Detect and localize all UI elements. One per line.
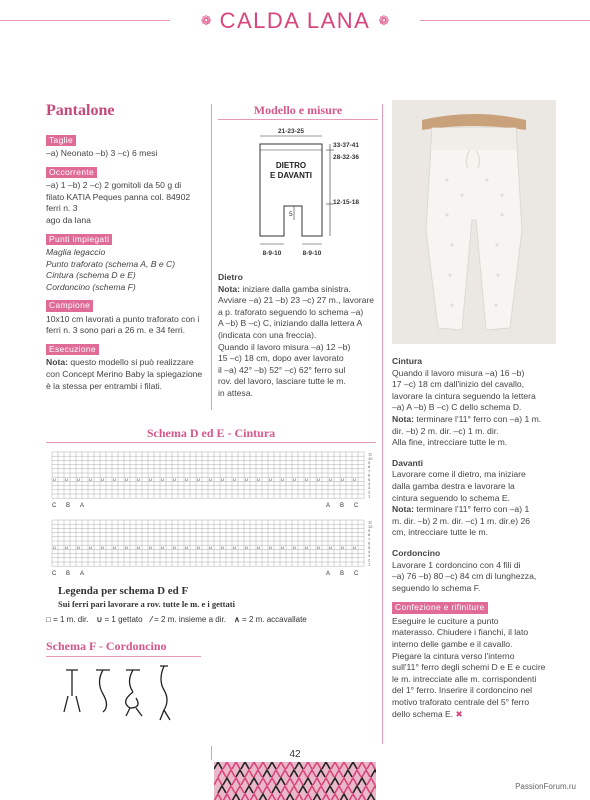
davanti-line: cintura seguendo lo schema E. xyxy=(392,492,510,503)
column-letter: C xyxy=(354,503,359,510)
yarn-over-mark: U xyxy=(293,544,296,550)
schema-d-grid xyxy=(46,446,382,518)
yarn-over-mark: U xyxy=(209,476,212,482)
shape-label-1: DIETRO xyxy=(275,161,307,170)
row-number: 10 xyxy=(368,455,373,461)
yarn-over-mark: U xyxy=(149,544,152,550)
yarn-over-mark: U xyxy=(233,476,236,482)
legend-items xyxy=(46,615,376,626)
row-number: 11 xyxy=(368,451,373,457)
yarn-over-mark: U xyxy=(53,544,56,550)
row-number: 9 xyxy=(368,460,371,465)
yarn-over-mark: U xyxy=(317,544,320,550)
column-letter: A xyxy=(80,571,85,578)
row-number: 7 xyxy=(368,536,371,542)
yarn-over-mark: U xyxy=(65,544,68,550)
cintura-line: Alla fine, intrecciare tutte le m. xyxy=(392,437,508,448)
taglie-text: –a) Neonato –b) 3 –c) 6 mesi xyxy=(46,148,158,159)
cintura-line: 17 –c) 18 cm dall'inizio del cavallo, xyxy=(392,379,525,390)
cintura-line: Quando il lavoro misura –a) 16 –b) xyxy=(392,367,525,378)
yarn-over-mark: U xyxy=(329,544,332,550)
legend-item: ⁄ = 2 m. insieme a dir. xyxy=(150,615,226,624)
nota-label: Nota: xyxy=(392,413,414,424)
cordoncino-line: Lavorare 1 cordoncino con 4 fili di xyxy=(392,559,521,570)
modello-heading: Modello e misure xyxy=(253,103,343,117)
confezione-line: le m. intrecciate alle m. corrispondenti xyxy=(392,673,537,684)
pants-outline xyxy=(260,144,322,236)
knit-symbol-icon: □ xyxy=(46,615,51,624)
legend-title: Legenda per schema D ed F xyxy=(58,585,189,597)
dim-r1: 33-37-41 xyxy=(333,142,360,149)
yarn-over-mark: U xyxy=(269,544,272,550)
garment-photo xyxy=(392,100,556,344)
confezione-line: motivo traforato centrale del 5° ferro xyxy=(392,696,530,707)
esecuzione-line: con Concept Merino Baby la spiegazione xyxy=(46,369,203,380)
confezione-line: materasso. Chiudere i fianchi, il lato xyxy=(392,627,529,638)
yarn-over-mark: U xyxy=(53,476,56,482)
yarn-over-mark: U xyxy=(185,476,188,482)
header-rule-left xyxy=(0,20,180,21)
davanti-line: Lavorare come il dietro, ma iniziare xyxy=(392,469,526,480)
dietro-line: in attesa. xyxy=(218,387,253,398)
schema-e-grid xyxy=(46,518,382,584)
dietro-line: A –b) B –c) C, iniziando dalla lettera A xyxy=(218,318,363,329)
header-rule-right xyxy=(410,20,590,21)
yarn-over-mark: U xyxy=(221,544,224,550)
row-number: 1 xyxy=(368,493,371,499)
row-number: 5 xyxy=(368,476,371,482)
dim-r2: 28-32-36 xyxy=(333,154,360,161)
column-divider xyxy=(211,104,212,410)
yarn-over-mark: U xyxy=(65,476,68,482)
dim-leg: 5 xyxy=(289,211,293,218)
cordoncino-line: –a) 76 –b) 80 –c) 84 cm di lunghezza, xyxy=(392,571,537,582)
davanti-nota xyxy=(392,504,552,516)
row-number: 3 xyxy=(368,553,371,559)
esecuzione-text: questo modello si può realizzare xyxy=(67,357,194,368)
campione-line: 10x10 cm lavorati a punto traforato con i xyxy=(46,313,200,324)
cord-diagram xyxy=(60,662,180,724)
yarn-over-mark: U xyxy=(149,476,152,482)
dietro-line xyxy=(218,284,378,296)
dietro-line: 15 –c) 18 cm, dopo aver lavorato xyxy=(218,353,344,364)
pants-schematic xyxy=(222,124,382,262)
yarn-over-mark: U xyxy=(113,476,116,482)
watermark: PassionForum.ru xyxy=(515,782,576,791)
row-number: 8 xyxy=(368,532,371,538)
row-number: 1 xyxy=(368,561,371,567)
flower-icon: ❁ xyxy=(200,13,212,29)
section-label-campione: Campione xyxy=(46,300,93,311)
row-number: 6 xyxy=(368,540,371,546)
occorrente-line: ferri n. 3 xyxy=(46,203,78,214)
legend-item: ∪ = 1 gettato xyxy=(96,615,143,624)
column-letter: A xyxy=(326,571,331,578)
yarn-over-mark: U xyxy=(89,476,92,482)
pattern-title: Pantalone xyxy=(46,102,115,119)
yarn-over-mark: U xyxy=(197,476,200,482)
end-mark-icon: ✖ xyxy=(455,708,463,719)
davanti-title: Davanti xyxy=(392,457,424,468)
instructions-column xyxy=(392,356,552,720)
row-number: 2 xyxy=(368,557,371,563)
row-number: 3 xyxy=(368,485,371,491)
esecuzione-line xyxy=(46,357,206,369)
yarn-over-mark: U xyxy=(293,476,296,482)
dietro-section xyxy=(218,272,378,400)
column-letter: B xyxy=(340,571,345,578)
nota-label: Nota: xyxy=(218,283,240,294)
heading-rule xyxy=(46,656,201,657)
cordoncino-line: seguendo lo schema F. xyxy=(392,582,481,593)
dietro-title: Dietro xyxy=(218,272,243,282)
davanti-line: m. dir. –b) 2 m. dir. –c) 1 m. dir.e) 26 xyxy=(392,515,531,526)
occorrente-line: –a) 1 –b) 2 –c) 2 gomitoli da 50 g di xyxy=(46,180,182,191)
cintura-line: dir. –b) 2 m. dir. –c) 1 m. dir. xyxy=(392,425,499,436)
cintura-nota-text: terminare l'11° ferro con –a) 1 m. xyxy=(413,413,542,424)
legend-block xyxy=(58,584,378,610)
column-letter: B xyxy=(66,503,71,510)
row-number: 7 xyxy=(368,468,371,474)
dietro-line: a p. traforato seguendo lo schema –a) xyxy=(218,306,364,317)
yarn-over-mark: U xyxy=(185,544,188,550)
ssk-icon: ∧ xyxy=(233,615,240,624)
yarn-over-mark: U xyxy=(161,544,164,550)
heading-rule xyxy=(46,442,376,443)
yarn-over-mark: U xyxy=(173,476,176,482)
dim-bottom-left: 8-9-10 xyxy=(262,250,282,257)
cintura-title: Cintura xyxy=(392,356,423,366)
occorrente-line: ago da lana xyxy=(46,214,91,225)
schema-f-heading: Schema F - Cordoncino xyxy=(46,639,167,653)
column-letter: B xyxy=(66,571,71,578)
dim-bottom-right: 8-9-10 xyxy=(302,250,322,257)
flower-icon: ❁ xyxy=(378,13,390,29)
confezione-line: Piegare la cintura verso l'interno xyxy=(392,650,515,661)
yarn-over-mark: U xyxy=(125,476,128,482)
punti-line: Cintura (schema D e E) xyxy=(46,270,136,281)
modello-section xyxy=(218,102,378,118)
davanti-line: dalla gamba destra e lavorare la xyxy=(392,480,515,491)
yarn-over-mark: U xyxy=(233,544,236,550)
yarn-over-mark: U xyxy=(269,476,272,482)
header-title-box xyxy=(170,6,420,36)
confezione-line: interno delle gambe e il cavallo. xyxy=(392,638,513,649)
dietro-line: Avviare –a) 21 –b) 23 –c) 27 m., lavorare xyxy=(218,295,375,306)
yarn-over-icon: ∪ xyxy=(96,615,103,624)
yarn-over-mark: U xyxy=(317,476,320,482)
legend-item: ∧ = 2 m. accavallate xyxy=(233,615,307,624)
row-number: 8 xyxy=(368,464,371,470)
yarn-over-mark: U xyxy=(353,476,356,482)
yarn-over-mark: U xyxy=(245,476,248,482)
column-letter: B xyxy=(340,503,345,510)
section-label-esecuzione: Esecuzione xyxy=(46,344,99,355)
cintura-line: lavorare la cintura seguendo la lettera xyxy=(392,390,536,401)
yarn-over-mark: U xyxy=(209,544,212,550)
dim-top: 21-23-25 xyxy=(277,128,305,135)
row-number: 5 xyxy=(368,544,371,550)
yarn-over-mark: U xyxy=(101,544,104,550)
punti-line: Punto traforato (schema A, B e C) xyxy=(46,258,176,269)
yarn-over-mark: U xyxy=(113,544,116,550)
cintura-line: –a) A –b) B –c) C dello schema D. xyxy=(392,402,522,413)
yarn-over-mark: U xyxy=(137,544,140,550)
pattern-info-column xyxy=(46,100,206,392)
davanti-line: cm, intrecciare tutte le m. xyxy=(392,527,488,538)
yarn-over-mark: U xyxy=(197,544,200,550)
yarn-over-mark: U xyxy=(221,476,224,482)
punti-line: Maglia legaccio xyxy=(46,246,106,257)
legend-item: □ = 1 m. dir. xyxy=(46,615,89,624)
column-letter: C xyxy=(52,503,57,510)
yarn-over-mark: U xyxy=(281,476,284,482)
davanti-nota-text: terminare l'11° ferro con –a) 1 xyxy=(413,504,530,515)
schema-de-heading: Schema D ed E - Cintura xyxy=(146,426,276,440)
heading-rule xyxy=(218,119,378,120)
column-letter: C xyxy=(354,571,359,578)
yarn-over-mark: U xyxy=(329,476,332,482)
column-divider xyxy=(382,104,383,744)
yarn-over-mark: U xyxy=(353,544,356,550)
shape-label-2: E DAVANTI xyxy=(270,171,312,180)
cordoncino-title: Cordoncino xyxy=(392,547,441,558)
confezione-line: sull'11° ferro degli schemi D e E e cucire xyxy=(392,662,546,673)
yarn-over-mark: U xyxy=(173,544,176,550)
dietro-line: Quando il lavoro misura –a) 12 –b) xyxy=(218,341,351,352)
yarn-over-mark: U xyxy=(101,476,104,482)
row-number: 2 xyxy=(368,489,371,495)
nota-label: Nota: xyxy=(46,357,68,368)
occorrente-line: filato KATIA Peques panna col. 84902 xyxy=(46,191,191,202)
row-number: 4 xyxy=(368,481,371,486)
yarn-over-mark: U xyxy=(245,544,248,550)
cintura-nota xyxy=(392,414,552,426)
yarn-over-mark: U xyxy=(257,476,260,482)
section-label-confezione: Confezione e rifiniture xyxy=(392,602,488,613)
yarn-over-mark: U xyxy=(89,544,92,550)
yarn-over-mark: U xyxy=(341,476,344,482)
row-number: 11 xyxy=(368,519,373,525)
legend-subtitle: Sui ferri pari lavorare a rov. tutte le m. e i gettati xyxy=(58,598,235,609)
page-header xyxy=(0,0,590,38)
confezione-text: dello schema E. xyxy=(392,708,454,719)
confezione-line: del 1° ferro. Inserire il cordoncino nel xyxy=(392,685,533,696)
dietro-text: iniziare dalla gamba sinistra. xyxy=(239,283,351,294)
section-label-punti: Punti impiegati xyxy=(46,234,112,245)
magazine-title: CALDA LANA xyxy=(219,8,371,34)
row-number: 10 xyxy=(368,523,373,529)
yarn-over-mark: U xyxy=(77,476,80,482)
esecuzione-line: è la stessa per entrambi i filati. xyxy=(46,380,163,391)
campione-line: ferri n. 3 sono pari a 26 m. e 34 ferri. xyxy=(46,325,185,336)
yarn-over-mark: U xyxy=(161,476,164,482)
dietro-line: il –a) 42° –b) 52° –c) 62° ferro sul xyxy=(218,364,346,375)
column-letter: A xyxy=(80,503,85,510)
yarn-over-mark: U xyxy=(341,544,344,550)
row-number: 4 xyxy=(368,549,371,554)
yarn-over-mark: U xyxy=(257,544,260,550)
yarn-over-mark: U xyxy=(137,476,140,482)
yarn-over-mark: U xyxy=(77,544,80,550)
nota-label: Nota: xyxy=(392,504,414,515)
dietro-line: rov. del lavoro, lasciare tutte le m. xyxy=(218,376,346,387)
knit-texture-strip xyxy=(214,762,376,800)
row-number: 9 xyxy=(368,528,371,533)
yarn-over-mark: U xyxy=(125,544,128,550)
column-letter: C xyxy=(52,571,57,578)
section-label-occorrente: Occorrente xyxy=(46,167,97,178)
dietro-line: (indicata con una freccia). xyxy=(218,329,317,340)
yarn-over-mark: U xyxy=(281,544,284,550)
yarn-over-mark: U xyxy=(305,544,308,550)
punti-line: Cordoncino (schema F) xyxy=(46,281,136,292)
confezione-line xyxy=(392,709,552,721)
k2tog-icon: ⁄ xyxy=(150,615,152,624)
section-label-taglie: Taglie xyxy=(46,135,76,146)
row-number: 6 xyxy=(368,472,371,478)
page-number: 42 xyxy=(289,749,301,760)
column-letter: A xyxy=(326,503,331,510)
dim-r3: 12-15-18 xyxy=(333,199,360,206)
yarn-over-mark: U xyxy=(305,476,308,482)
confezione-line: Eseguire le cuciture a punto xyxy=(392,615,499,626)
